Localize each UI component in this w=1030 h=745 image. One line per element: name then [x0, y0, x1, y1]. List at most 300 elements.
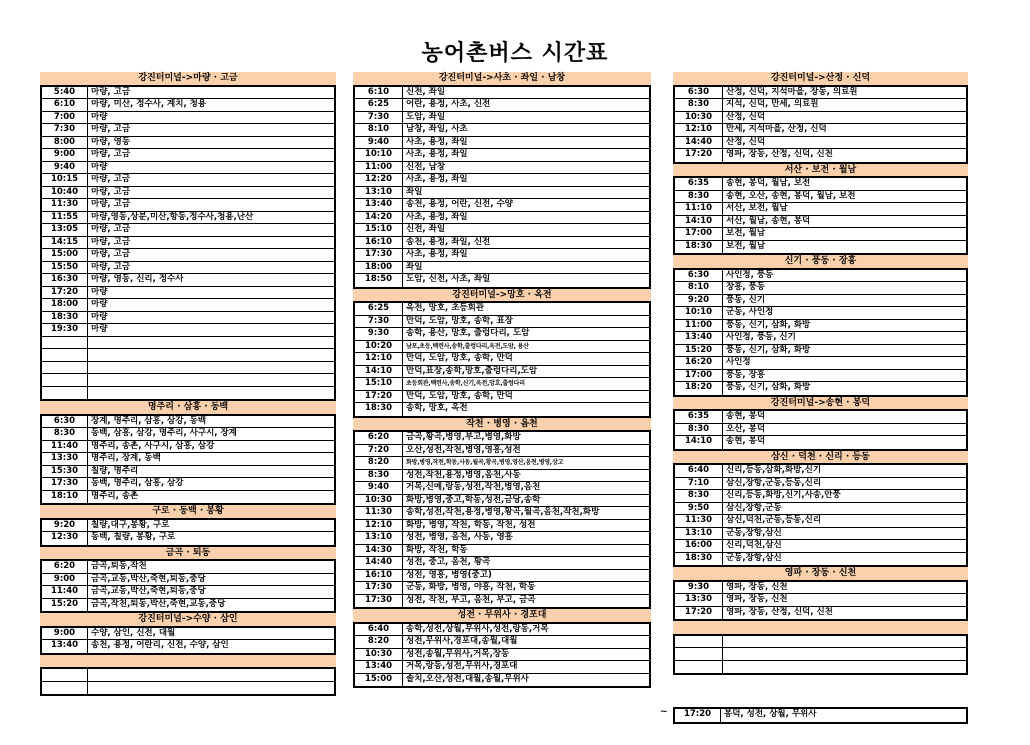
table-row	[355, 274, 649, 287]
table-row	[42, 162, 334, 175]
table-row	[42, 112, 334, 125]
route-stops: 마량, 고금	[91, 249, 131, 259]
departure-time	[675, 648, 723, 660]
table-row	[42, 491, 334, 504]
departure-time: 17:30	[42, 478, 88, 490]
table-row	[355, 353, 649, 366]
table-row	[42, 520, 334, 533]
route-stops: 군동,장항,삼신	[726, 527, 782, 538]
table-row	[355, 507, 649, 520]
table-row	[42, 299, 334, 312]
departure-time: 11:30	[675, 515, 723, 527]
route-section-header	[40, 655, 336, 668]
table-row	[675, 178, 966, 191]
route-section-header: 신기 · 풍동 · 장흥	[673, 255, 968, 268]
route-stops: 송학,성전,상월,무위사,성전,랑동,거목	[406, 623, 549, 634]
route-stops	[723, 648, 966, 660]
route-stops: 옥전, 망호, 초등회관	[406, 303, 485, 313]
route-stops: 봉덕, 성전, 상월, 무위사	[724, 709, 817, 719]
route-stops: 성전, 영흥, 병영(중고)	[406, 569, 492, 580]
route-stops	[88, 337, 334, 349]
departure-time: 14:10	[675, 216, 723, 228]
departure-time: 9:40	[355, 482, 403, 494]
route-stops: 송천, 용정, 좌일, 신전	[406, 236, 491, 247]
departure-time: 10:30	[355, 495, 403, 507]
table-row	[355, 482, 649, 495]
route-stops	[88, 362, 334, 374]
departure-time: 8:30	[675, 99, 723, 111]
route-stops	[88, 682, 334, 695]
departure-time: 15:30	[42, 466, 88, 478]
route-stops: 송현, 봉덕, 월남, 보전	[726, 178, 811, 188]
table-row	[675, 490, 966, 503]
table-row	[355, 624, 649, 637]
table-row	[355, 636, 649, 649]
departure-time: 18:20	[675, 382, 723, 395]
departure-time: 14:10	[355, 366, 403, 378]
table-row	[355, 212, 649, 225]
schedule-table	[40, 518, 336, 547]
departure-time: 5:40	[42, 87, 88, 99]
table-row	[355, 520, 649, 533]
departure-time: 10:15	[42, 174, 88, 186]
table-row	[675, 320, 966, 333]
route-stops: 남포,초등,백련사,송학,출렁다리,옥전,도암, 용산	[406, 342, 529, 350]
table-row	[42, 212, 334, 225]
departure-time	[42, 387, 88, 400]
table-row	[42, 349, 334, 362]
route-section-header: 성전 · 무위사 · 경포대	[353, 609, 651, 622]
route-stops: 마량, 고금	[91, 236, 131, 247]
table-row	[42, 640, 334, 653]
route-section-header: 강진터미널->송현 · 봉덕	[673, 397, 968, 410]
departure-time: 15:10	[355, 224, 403, 236]
departure-time: 8:30	[675, 424, 723, 436]
table-row	[355, 149, 649, 162]
route-stops: 만덕,표장,송학,망호,출렁다리,도암	[406, 365, 538, 376]
departure-time	[42, 682, 88, 695]
table-row	[42, 324, 334, 337]
departure-time: 9:20	[42, 520, 88, 532]
route-section-header: 강진터미널->망호 · 옥전	[353, 289, 651, 302]
departure-time: 11:40	[42, 441, 88, 453]
table-row	[355, 557, 649, 570]
departure-time: 6:10	[42, 99, 88, 111]
departure-time: 12:30	[42, 532, 88, 545]
departure-time: 12:10	[675, 124, 723, 136]
route-stops: 도암, 신전, 사초, 좌일	[406, 274, 491, 284]
departure-time	[42, 362, 88, 374]
route-stops: 신리,등동,화방,신기,사송,안풍	[726, 490, 841, 500]
route-section-header: 구로 · 동백 · 봉황	[40, 505, 336, 518]
departure-time	[42, 349, 88, 361]
departure-time: 8:30	[675, 490, 723, 502]
route-stops: 금곡,교동,박산,죽현,퇴동,중당	[91, 586, 206, 596]
departure-time: 10:40	[42, 187, 88, 199]
route-stops: 군동, 화방, 병영, 야흥, 작천, 학동	[406, 582, 536, 592]
column-1	[40, 72, 336, 696]
table-row	[355, 328, 649, 341]
route-stops: 마량	[91, 311, 108, 322]
route-stops: 성전, 작천, 부고, 옴천, 부고, 금곡	[406, 594, 536, 605]
table-row	[355, 403, 649, 416]
departure-time: 14:40	[675, 137, 723, 149]
table-row	[675, 370, 966, 383]
route-stops: 영파, 장동, 신천	[726, 581, 788, 592]
route-stops: 어란, 용정, 사초, 신전	[406, 99, 491, 109]
route-stops: 보전, 월남	[726, 228, 766, 238]
departure-time: 17:20	[675, 607, 723, 620]
route-stops: 금곡,퇴동,작천	[91, 561, 147, 571]
route-stops: 영파, 장동, 신천	[726, 594, 788, 604]
table-row	[355, 582, 649, 595]
route-stops: 송현, 오산, 송현, 봉덕, 월남, 보전	[726, 190, 856, 201]
departure-time: 9:40	[355, 137, 403, 149]
departure-time: 10:20	[355, 341, 403, 353]
departure-time: 18:00	[42, 299, 88, 311]
route-stops: 장계, 명주리, 삼흥, 삼강, 동백	[91, 415, 207, 426]
route-section-header: 강진터미널->수양 · 삼인	[40, 613, 336, 626]
departure-time: 6:35	[675, 411, 723, 423]
table-row	[355, 470, 649, 483]
table-row	[355, 316, 649, 329]
table-row	[675, 503, 966, 516]
departure-time: 15:10	[355, 378, 403, 390]
schedule-table	[673, 463, 968, 567]
table-row	[42, 274, 334, 287]
departure-time: 10:10	[355, 149, 403, 161]
route-stops: 오산, 봉덕	[726, 423, 766, 434]
route-stops: 사인정	[726, 357, 751, 367]
departure-time: 15:20	[675, 345, 723, 357]
schedule-table	[673, 268, 968, 397]
table-row	[675, 332, 966, 345]
departure-time: 12:20	[355, 174, 403, 186]
route-stops: 사초, 용정, 좌일	[406, 136, 468, 147]
departure-time: 9:00	[42, 149, 88, 161]
table-row	[42, 466, 334, 479]
route-stops: 솔치,오산,성전,대월,송월,무위사	[406, 673, 529, 684]
table-row	[42, 669, 334, 682]
route-stops: 거목,랑동,성전,무위사,경포대	[406, 661, 518, 671]
departure-time: 13:30	[675, 594, 723, 606]
route-stops: 서산, 보전, 월남	[726, 203, 788, 213]
schedule-table	[40, 559, 336, 613]
departure-time: 11:30	[42, 199, 88, 211]
route-stops: 초등회관,백련사,송학,신기,옥전,망호,출렁다리	[406, 380, 525, 387]
route-stops: 만덕, 도암, 망호, 송학, 표장	[406, 315, 513, 326]
route-section-header: 강진터미널->산정 · 신덕	[673, 72, 968, 85]
table-row	[355, 432, 649, 445]
route-stops	[88, 374, 334, 386]
schedule-table	[673, 707, 968, 724]
departure-time	[42, 669, 88, 681]
route-stops: 마량, 고금	[91, 149, 131, 159]
table-row	[42, 237, 334, 250]
route-stops: 명주리, 장계, 동백	[91, 453, 161, 463]
schedule-table	[673, 85, 968, 164]
table-row	[675, 282, 966, 295]
route-stops: 송현, 봉덕	[726, 436, 766, 446]
table-row	[355, 649, 649, 662]
table-row	[355, 661, 649, 674]
table-row	[675, 191, 966, 204]
route-stops: 산정, 신덕	[726, 111, 766, 122]
schedule-table	[673, 580, 968, 622]
table-row	[42, 287, 334, 300]
route-stops: 마량, 영동, 신리, 정수사	[91, 274, 184, 284]
route-section-header: 삼신 · 덕천 · 신리 · 등동	[673, 451, 968, 464]
table-row	[355, 262, 649, 275]
table-row	[42, 532, 334, 545]
departure-time: 18:50	[355, 274, 403, 287]
route-stops: 마량	[91, 299, 108, 309]
route-stops	[723, 636, 966, 648]
table-row	[675, 436, 966, 449]
departure-time: 10:30	[355, 649, 403, 661]
table-row	[355, 137, 649, 150]
departure-time: 18:30	[355, 403, 403, 416]
table-row	[42, 224, 334, 237]
departure-time: 6:25	[355, 99, 403, 111]
departure-time: 8:20	[355, 636, 403, 648]
route-stops: 거목,신예,랑동,성전,작천,병영,옴천	[406, 482, 541, 492]
table-row	[42, 586, 334, 599]
route-stops: 산정, 신덕, 지석마을, 장동, 의료원	[726, 86, 858, 97]
departure-time: 9:00	[42, 574, 88, 586]
departure-time: 8:30	[675, 191, 723, 203]
table-row	[42, 249, 334, 262]
route-stops: 장흥, 풍동	[726, 282, 766, 292]
schedule-table	[673, 634, 968, 676]
departure-time	[675, 636, 723, 648]
route-stops: 성전,무위사,경포대,송월,대월	[406, 636, 518, 646]
departure-time: 17:20	[355, 391, 403, 403]
route-stops: 신리,덕천,삼신	[726, 540, 782, 550]
table-row	[42, 374, 334, 387]
departure-time: 11:00	[355, 162, 403, 174]
route-section-header: 작천 · 병영 · 옴천	[353, 418, 651, 431]
departure-time: 13:10	[355, 187, 403, 199]
table-row	[355, 87, 649, 100]
schedule-table	[40, 414, 336, 506]
departure-time	[675, 661, 723, 674]
column-2	[353, 72, 651, 688]
table-row	[42, 199, 334, 212]
departure-time: 11:40	[42, 586, 88, 598]
departure-time: 18:10	[42, 491, 88, 504]
table-row	[675, 124, 966, 137]
departure-time: 16:30	[42, 274, 88, 286]
route-stops: 신전, 남창	[406, 161, 446, 172]
departure-time: 13:30	[42, 453, 88, 465]
departure-time: 17:20	[675, 149, 723, 162]
route-section-header: 강진터미널->사초 · 좌일 · 남창	[353, 72, 651, 85]
route-stops: 금곡,황곡,병영,부고,병영,화방	[406, 432, 521, 442]
departure-time: 6:10	[355, 87, 403, 99]
route-stops: 화방,병영,작천,학동,사동,월곡,황곡,병영,영산,옴천,병영,상고	[406, 459, 564, 466]
route-section-header: 명주리 · 삼흥 · 동백	[40, 401, 336, 414]
route-stops: 화방,병영,중고,학동,성전,금당,송학	[406, 494, 541, 505]
route-stops: 만덕, 도암, 망호, 송학, 만덕	[406, 353, 513, 363]
departure-time: 13:10	[355, 532, 403, 544]
table-row	[355, 341, 649, 354]
departure-time: 17:00	[675, 228, 723, 240]
departure-time: 17:30	[355, 582, 403, 594]
route-stops: 금곡,작천,퇴동,박산,죽현,교동,중당	[91, 598, 226, 609]
table-row	[675, 345, 966, 358]
table-row	[675, 515, 966, 528]
route-stops: 사초, 용정, 좌일	[406, 211, 468, 222]
table-row	[675, 636, 966, 649]
table-row	[675, 112, 966, 125]
route-stops: 송학, 용산, 망호, 출렁다리, 도암	[406, 328, 530, 338]
departure-time: 16:10	[355, 570, 403, 582]
route-stops: 마량, 고금	[91, 86, 131, 97]
table-row	[42, 99, 334, 112]
schedule-table	[40, 667, 336, 696]
route-stops: 명주리, 송촌, 사구시, 삼흥, 삼강	[91, 440, 215, 451]
route-stops: 풍동, 장흥	[726, 369, 766, 380]
departure-time: 19:30	[42, 324, 88, 336]
departure-time: 6:20	[42, 561, 88, 573]
table-row	[355, 162, 649, 175]
departure-time: 18:00	[355, 262, 403, 274]
table-row	[355, 199, 649, 212]
departure-time: 12:10	[355, 520, 403, 532]
departure-time: 6:35	[675, 178, 723, 190]
route-stops: 마량, 고금	[91, 186, 131, 197]
departure-time: 8:10	[675, 282, 723, 294]
route-stops: 만세, 지석마을, 산정, 신덕	[726, 124, 827, 134]
table-row	[42, 149, 334, 162]
route-stops: 성전,송월,무위사,거목,장동	[406, 648, 510, 659]
table-row	[355, 457, 649, 470]
route-stops	[88, 349, 334, 361]
departure-time: 9:30	[675, 582, 723, 594]
table-row	[355, 124, 649, 137]
departure-time: 6:25	[355, 303, 403, 315]
departure-time: 18:30	[675, 553, 723, 566]
route-stops: 산정, 신덕	[726, 136, 766, 147]
route-stops: 화방, 병영, 작천, 학동, 작천, 성전	[406, 519, 536, 530]
table-row	[355, 532, 649, 545]
route-stops: 군동,장항,삼신	[726, 552, 782, 563]
departure-time	[42, 337, 88, 349]
table-row	[675, 661, 966, 674]
table-row	[42, 362, 334, 375]
table-row	[42, 174, 334, 187]
departure-time: 17:00	[675, 370, 723, 382]
table-row	[355, 391, 649, 404]
departure-time: 14:10	[675, 436, 723, 449]
table-row	[675, 87, 966, 100]
departure-time: 15:20	[42, 599, 88, 612]
route-stops: 마량	[91, 286, 108, 297]
route-stops: 송현, 봉덕	[726, 411, 766, 421]
route-stops: 화방, 작천, 학동	[406, 544, 468, 555]
table-row	[675, 465, 966, 478]
table-row	[355, 224, 649, 237]
route-section-header	[673, 621, 968, 634]
route-stops: 송천, 용정, 어란, 신전, 수양	[406, 199, 513, 209]
route-section-header: 영파 · 장동 · 신천	[673, 567, 968, 580]
departure-time: 18:30	[42, 312, 88, 324]
route-stops: 마량, 고금	[91, 224, 131, 234]
departure-time: 8:30	[355, 470, 403, 482]
route-stops: 보전, 월남	[726, 240, 766, 251]
route-stops: 사초, 용정, 좌일	[406, 149, 468, 159]
table-row	[42, 561, 334, 574]
table-row	[675, 478, 966, 491]
table-row	[675, 540, 966, 553]
table-row	[355, 378, 649, 391]
departure-time: 7:30	[42, 124, 88, 136]
table-row	[42, 478, 334, 491]
route-stops: 마량, 미산, 정수사, 계치, 청용	[91, 99, 207, 109]
route-stops: 풍동, 신기, 삼화, 화방	[726, 382, 811, 392]
route-stops	[723, 661, 966, 674]
route-stops: 신전, 좌일	[406, 86, 446, 97]
route-stops: 동백, 칠량, 봉황, 구로	[91, 532, 176, 542]
departure-time: 10:30	[675, 112, 723, 124]
table-row	[42, 312, 334, 325]
route-stops: 마량, 고금	[91, 124, 131, 134]
route-stops: 수양, 삼인, 신전, 대월	[91, 627, 176, 638]
tilde-mark: ~	[660, 707, 668, 717]
table-row	[675, 295, 966, 308]
route-stops: 마량, 고금	[91, 174, 131, 184]
departure-time: 10:10	[675, 307, 723, 319]
route-stops: 송학, 망호, 옥전	[406, 403, 468, 413]
table-row	[42, 682, 334, 695]
route-stops: 칠량,대구,봉황, 구로	[91, 519, 170, 530]
route-stops: 성전, 중고, 옴천, 황곡	[406, 557, 491, 567]
departure-time: 14:40	[355, 557, 403, 569]
table-row	[42, 441, 334, 454]
table-row	[355, 249, 649, 262]
departure-time: 16:10	[355, 237, 403, 249]
route-stops: 마량, 고금	[91, 261, 131, 272]
route-stops: 삼신,장항,군동,등동,신리	[726, 477, 822, 488]
departure-time: 13:40	[42, 640, 88, 653]
route-stops: 남창, 좌일, 사초	[406, 124, 468, 134]
table-row	[355, 445, 649, 458]
page-title: 농어촌버스 시간표	[421, 41, 609, 66]
table-row	[355, 570, 649, 583]
route-stops: 풍동, 신기	[726, 294, 766, 305]
table-row	[42, 337, 334, 350]
schedule-table	[353, 301, 651, 418]
departure-time: 17:20	[42, 287, 88, 299]
table-row	[675, 382, 966, 395]
route-stops: 금곡,교동,박산,죽현,퇴동,중당	[91, 573, 206, 584]
route-stops: 동백, 명주리, 삼흥, 삼강	[91, 478, 184, 488]
route-stops: 송학,성전,작천,용정,병영,황곡,월곡,옴천,작천,화방	[406, 507, 600, 517]
route-stops: 삼신,덕천,군동,등동,신리	[726, 515, 822, 525]
table-row	[42, 87, 334, 100]
route-stops: 성전, 병영, 옴천, 사동, 영흥	[406, 532, 513, 542]
departure-time: 6:30	[675, 270, 723, 282]
departure-time: 6:40	[355, 624, 403, 636]
table-row	[675, 149, 966, 162]
departure-time: 6:30	[42, 416, 88, 428]
table-row	[355, 303, 649, 316]
route-stops: 영파, 장동, 산정, 신덕, 신천	[726, 606, 833, 617]
table-row	[675, 424, 966, 437]
table-row	[675, 228, 966, 241]
table-row	[42, 599, 334, 612]
